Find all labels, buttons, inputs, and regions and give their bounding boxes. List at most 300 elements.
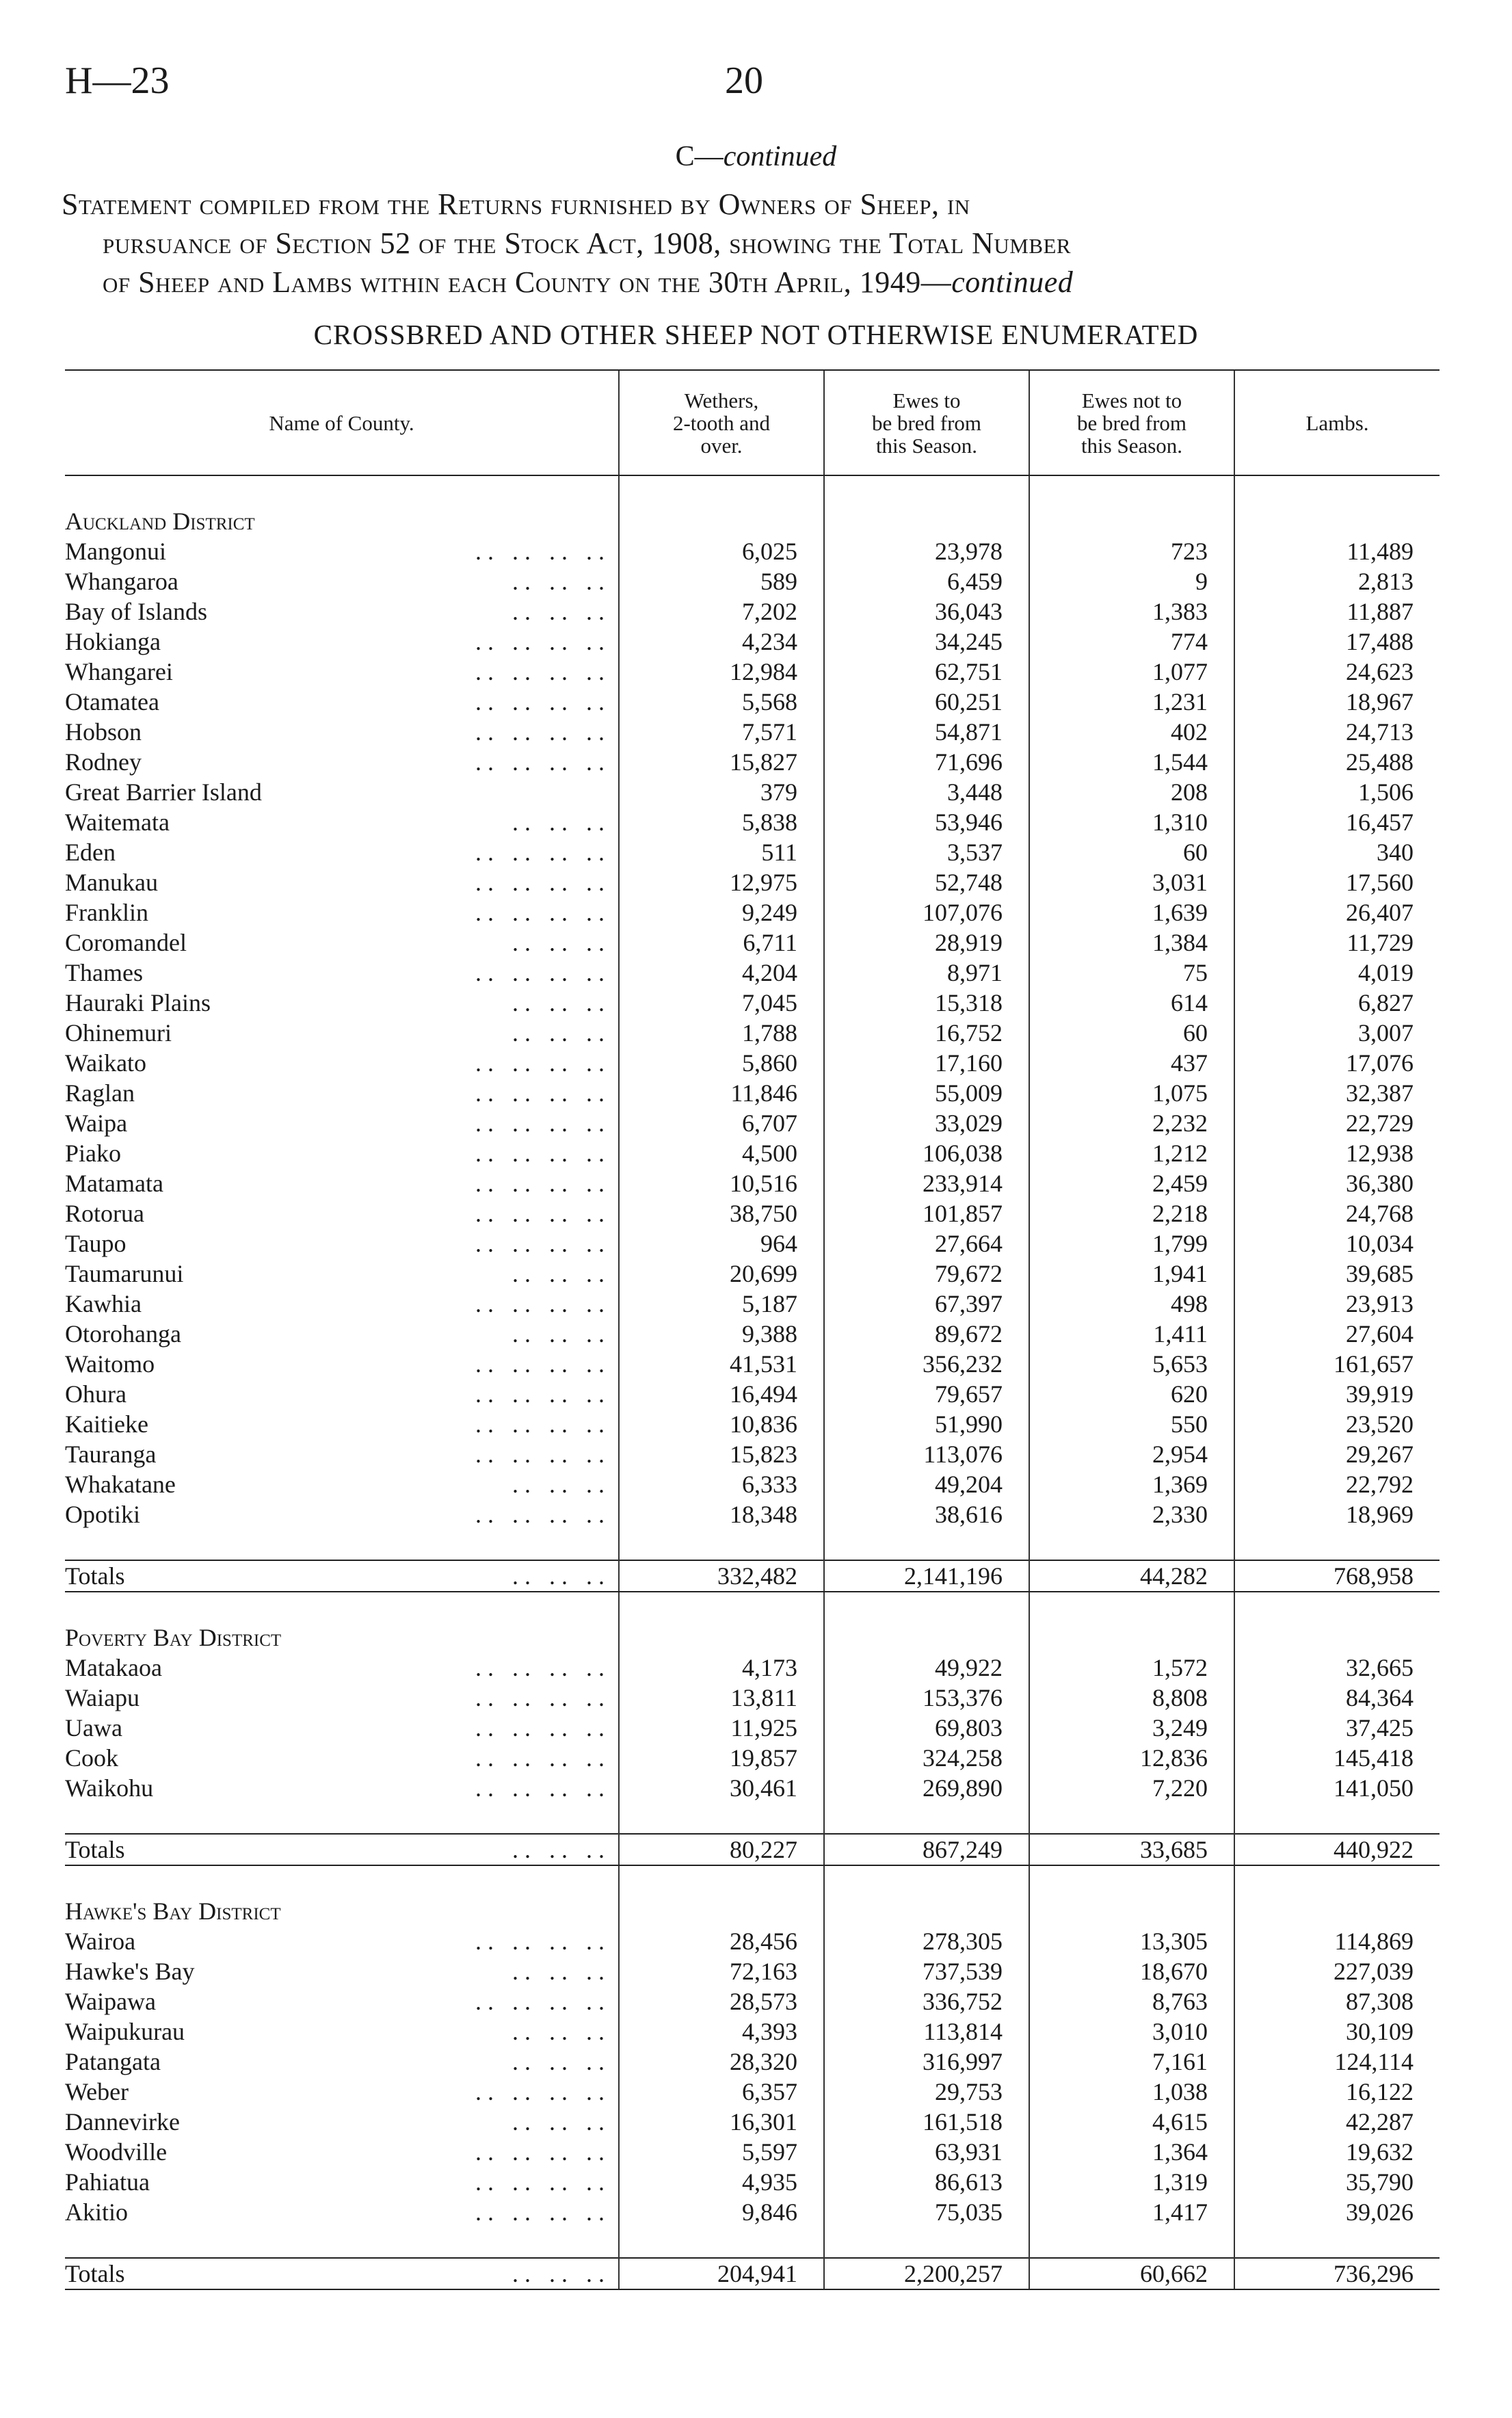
ewes-not-bred-cell: 5,653 <box>1029 1349 1234 1379</box>
leader-dots: . . . . . . <box>512 1260 605 1287</box>
ewes-bred-cell: 3,448 <box>824 777 1029 807</box>
spacer-cell <box>619 1803 824 1834</box>
ewes-bred-cell: 62,751 <box>824 657 1029 687</box>
table-row <box>65 1469 1440 1499</box>
totals-label <box>65 1560 619 1592</box>
leader-dots: . . . . . . . . <box>475 1410 605 1438</box>
lambs-cell: 22,729 <box>1234 1108 1440 1138</box>
wethers-cell: 16,494 <box>619 1379 824 1409</box>
county-name <box>65 1108 619 1138</box>
lambs-cell: 26,407 <box>1234 897 1440 928</box>
lambs-cell: 42,287 <box>1234 2107 1440 2137</box>
lambs-cell: 16,457 <box>1234 807 1440 837</box>
page-number: 20 <box>725 60 763 102</box>
lambs-cell: 87,308 <box>1234 1986 1440 2016</box>
ewes-bred-cell: 38,616 <box>824 1499 1029 1529</box>
county-name <box>65 837 619 867</box>
table-row <box>65 928 1440 958</box>
spacer-cell <box>619 475 824 506</box>
county-name-text: Tauranga <box>65 1441 157 1468</box>
leader-dots: . . . . . . . . <box>475 1714 605 1742</box>
county-name <box>65 1956 619 1986</box>
spacer-cell <box>1234 1803 1440 1834</box>
county-name-text: Opotiki <box>65 1501 141 1528</box>
ewes-bred-cell: 356,232 <box>824 1349 1029 1379</box>
lambs-cell: 25,488 <box>1234 747 1440 777</box>
county-name-text: Rodney <box>65 748 142 776</box>
spacer-row <box>65 1592 1440 1622</box>
table-row <box>65 1743 1440 1773</box>
column-header-ewes-not-bred-line: Ewes not to <box>1081 388 1182 412</box>
empty-cell <box>1234 1896 1440 1926</box>
ewes-bred-cell: 106,038 <box>824 1138 1029 1168</box>
table-row <box>65 1349 1440 1379</box>
spacer-cell <box>65 1592 619 1622</box>
ewes-not-bred-cell: 3,249 <box>1029 1713 1234 1743</box>
table-row <box>65 2137 1440 2167</box>
ewes-bred-cell: 89,672 <box>824 1319 1029 1349</box>
wethers-cell: 19,857 <box>619 1743 824 1773</box>
wethers-cell: 11,846 <box>619 1078 824 1108</box>
table-row <box>65 2016 1440 2047</box>
county-name <box>65 958 619 988</box>
ewes-not-bred-cell: 774 <box>1029 627 1234 657</box>
spacer-cell <box>619 1529 824 1560</box>
district-name: Auckland District <box>65 508 255 535</box>
ewes-bred-cell: 113,076 <box>824 1439 1029 1469</box>
totals-label-text: Totals <box>65 2260 125 2287</box>
leader-dots: . . . . . . <box>512 1836 605 1863</box>
wethers-cell: 6,707 <box>619 1108 824 1138</box>
wethers-cell: 15,823 <box>619 1439 824 1469</box>
empty-cell <box>1029 506 1234 536</box>
county-name-text: Hawke's Bay <box>65 1958 195 1985</box>
ewes-not-bred-cell: 9 <box>1029 566 1234 596</box>
leader-dots: . . . . . . . . <box>475 1170 605 1197</box>
county-name-text: Ohinemuri <box>65 1019 172 1047</box>
lambs-cell: 3,007 <box>1234 1018 1440 1048</box>
ewes-bred-cell: 737,539 <box>824 1956 1029 1986</box>
county-name <box>65 1499 619 1529</box>
leader-dots: . . . . . . . . <box>475 899 605 926</box>
leader-dots: . . . . . . <box>512 1320 605 1348</box>
leader-dots: . . . . . . <box>512 929 605 956</box>
table-body <box>65 475 1440 2289</box>
table-row <box>65 1108 1440 1138</box>
lambs-cell: 27,604 <box>1234 1319 1440 1349</box>
table-row <box>65 1683 1440 1713</box>
sheep-table <box>65 369 1440 2290</box>
total-lambs-cell: 768,958 <box>1234 1560 1440 1592</box>
county-name <box>65 988 619 1018</box>
ewes-bred-cell: 107,076 <box>824 897 1029 928</box>
table-row <box>65 1319 1440 1349</box>
county-name-text: Eden <box>65 839 116 866</box>
ewes-not-bred-cell: 2,954 <box>1029 1439 1234 1469</box>
ewes-bred-cell: 23,978 <box>824 536 1029 566</box>
table-row <box>65 596 1440 627</box>
table-row <box>65 1198 1440 1228</box>
table-row <box>65 536 1440 566</box>
table-subtitle: CROSSBRED AND OTHER SHEEP NOT OTHERWISE ENUMERATED <box>313 319 1199 350</box>
total-ewes-bred-cell: 867,249 <box>824 1834 1029 1865</box>
county-name <box>65 1138 619 1168</box>
wethers-cell: 9,388 <box>619 1319 824 1349</box>
county-name-text: Woodville <box>65 2138 168 2166</box>
spacer-cell <box>824 475 1029 506</box>
wethers-cell: 5,597 <box>619 2137 824 2167</box>
leader-dots: . . . . . . . . <box>475 658 605 685</box>
county-name <box>65 627 619 657</box>
ewes-not-bred-cell: 13,305 <box>1029 1926 1234 1956</box>
ewes-bred-cell: 233,914 <box>824 1168 1029 1198</box>
county-name <box>65 2137 619 2167</box>
ewes-not-bred-cell: 1,319 <box>1029 2167 1234 2197</box>
ewes-bred-cell: 86,613 <box>824 2167 1029 2197</box>
district-heading-row <box>65 1622 1440 1653</box>
spacer-row <box>65 475 1440 506</box>
table-row <box>65 566 1440 596</box>
county-name <box>65 536 619 566</box>
ewes-not-bred-cell: 402 <box>1029 717 1234 747</box>
county-name <box>65 2197 619 2227</box>
spacer-cell <box>65 1529 619 1560</box>
leader-dots: . . . . . . <box>512 2260 605 2287</box>
county-name-text: Wairoa <box>65 1928 136 1955</box>
ewes-not-bred-cell: 8,808 <box>1029 1683 1234 1713</box>
county-name-text: Kawhia <box>65 1290 142 1317</box>
county-name <box>65 1349 619 1379</box>
table-row <box>65 1713 1440 1743</box>
wethers-cell: 964 <box>619 1228 824 1259</box>
district-heading-row <box>65 506 1440 536</box>
ewes-not-bred-cell: 60 <box>1029 1018 1234 1048</box>
county-name <box>65 1653 619 1683</box>
wethers-cell: 4,500 <box>619 1138 824 1168</box>
column-header-ewes-bred-line: be bred from <box>871 410 982 435</box>
spacer-cell <box>1234 1529 1440 1560</box>
county-name-text: Akitio <box>65 2198 129 2226</box>
lambs-cell: 4,019 <box>1234 958 1440 988</box>
ewes-not-bred-cell: 1,544 <box>1029 747 1234 777</box>
wethers-cell: 41,531 <box>619 1349 824 1379</box>
spacer-cell <box>619 1865 824 1896</box>
wethers-cell: 5,838 <box>619 807 824 837</box>
column-header-ewes-not-bred <box>1029 370 1234 475</box>
leader-dots: . . . . . . . . <box>475 1774 605 1802</box>
spacer-cell <box>1234 1592 1440 1622</box>
wethers-cell: 12,975 <box>619 867 824 897</box>
totals-row <box>65 1834 1440 1865</box>
ewes-bred-cell: 63,931 <box>824 2137 1029 2167</box>
wethers-cell: 511 <box>619 837 824 867</box>
ewes-bred-cell: 79,657 <box>824 1379 1029 1409</box>
table-row <box>65 1138 1440 1168</box>
total-ewes-bred-cell: 2,200,257 <box>824 2258 1029 2289</box>
wethers-cell: 18,348 <box>619 1499 824 1529</box>
leader-dots: . . . . . . . . <box>475 1230 605 1257</box>
ewes-bred-cell: 79,672 <box>824 1259 1029 1289</box>
ewes-not-bred-cell: 2,232 <box>1029 1108 1234 1138</box>
wethers-cell: 28,456 <box>619 1926 824 1956</box>
wethers-cell: 10,516 <box>619 1168 824 1198</box>
table-row <box>65 1379 1440 1409</box>
ewes-bred-cell: 67,397 <box>824 1289 1029 1319</box>
county-name <box>65 1228 619 1259</box>
leader-dots: . . . . . . . . <box>475 1744 605 1772</box>
county-name-text: Waipukurau <box>65 2018 185 2045</box>
county-name-text: Taupo <box>65 1230 127 1257</box>
ewes-bred-cell: 153,376 <box>824 1683 1029 1713</box>
wethers-cell: 6,711 <box>619 928 824 958</box>
county-name-text: Patangata <box>65 2048 161 2075</box>
ewes-bred-cell: 101,857 <box>824 1198 1029 1228</box>
table-row <box>65 867 1440 897</box>
spacer-cell <box>1029 1865 1234 1896</box>
leader-dots: . . . . . . <box>512 598 605 625</box>
ewes-bred-cell: 71,696 <box>824 747 1029 777</box>
lambs-cell: 35,790 <box>1234 2167 1440 2197</box>
lambs-cell: 340 <box>1234 837 1440 867</box>
ewes-bred-cell: 336,752 <box>824 1986 1029 2016</box>
county-name <box>65 1379 619 1409</box>
lambs-cell: 23,520 <box>1234 1409 1440 1439</box>
ewes-not-bred-cell: 7,161 <box>1029 2047 1234 2077</box>
ewes-not-bred-cell: 2,218 <box>1029 1198 1234 1228</box>
spacer-cell <box>65 475 619 506</box>
spacer-row <box>65 2227 1440 2258</box>
leader-dots: . . . . . . . . <box>475 718 605 746</box>
spacer-cell <box>65 2227 619 2258</box>
empty-cell <box>1234 506 1440 536</box>
county-name-text: Otorohanga <box>65 1320 181 1348</box>
lambs-cell: 227,039 <box>1234 1956 1440 1986</box>
table-row <box>65 1409 1440 1439</box>
county-name-text: Great Barrier Island <box>65 778 262 806</box>
leader-dots: . . . . . . <box>512 2048 605 2075</box>
spacer-cell <box>824 1865 1029 1896</box>
total-lambs-cell: 736,296 <box>1234 2258 1440 2289</box>
ewes-bred-cell: 3,537 <box>824 837 1029 867</box>
ewes-bred-cell: 54,871 <box>824 717 1029 747</box>
county-name <box>65 566 619 596</box>
statement-line-3-italic: continued <box>951 265 1074 299</box>
ewes-bred-cell: 34,245 <box>824 627 1029 657</box>
total-ewes-not-bred-cell: 33,685 <box>1029 1834 1234 1865</box>
ewes-not-bred-cell: 18,670 <box>1029 1956 1234 1986</box>
county-name-text: Weber <box>65 2078 129 2105</box>
leader-dots: . . . . . . . . <box>475 1988 605 2015</box>
table-row <box>65 2167 1440 2197</box>
continued-suffix: continued <box>723 141 837 172</box>
ewes-not-bred-cell: 437 <box>1029 1048 1234 1078</box>
county-name <box>65 596 619 627</box>
spacer-cell <box>1029 1592 1234 1622</box>
lambs-cell: 2,813 <box>1234 566 1440 596</box>
spacer-cell <box>1029 1529 1234 1560</box>
column-header-wethers-line: over. <box>700 433 743 458</box>
column-header-ewes-bred <box>824 370 1029 475</box>
ewes-bred-cell: 49,204 <box>824 1469 1029 1499</box>
wethers-cell: 13,811 <box>619 1683 824 1713</box>
wethers-cell: 28,573 <box>619 1986 824 2016</box>
lambs-cell: 84,364 <box>1234 1683 1440 1713</box>
county-name <box>65 1078 619 1108</box>
table-row <box>65 1018 1440 1048</box>
lambs-cell: 11,729 <box>1234 928 1440 958</box>
total-ewes-not-bred-cell: 44,282 <box>1029 1560 1234 1592</box>
county-name <box>65 1683 619 1713</box>
leader-dots: . . . . . . . . <box>475 1350 605 1378</box>
county-name-text: Kaitieke <box>65 1410 148 1438</box>
leader-dots: . . . . . . . . <box>475 1079 605 1107</box>
column-header-ewes-not-bred-line: be bred from <box>1076 410 1187 435</box>
wethers-cell: 6,333 <box>619 1469 824 1499</box>
county-name <box>65 747 619 777</box>
ewes-bred-cell: 29,753 <box>824 2077 1029 2107</box>
ewes-bred-cell: 113,814 <box>824 2016 1029 2047</box>
spacer-cell <box>824 1592 1029 1622</box>
wethers-cell: 11,925 <box>619 1713 824 1743</box>
county-name <box>65 717 619 747</box>
ewes-not-bred-cell: 1,639 <box>1029 897 1234 928</box>
ewes-not-bred-cell: 1,364 <box>1029 2137 1234 2167</box>
table-row <box>65 2197 1440 2227</box>
county-name-text: Coromandel <box>65 929 187 956</box>
lambs-cell: 37,425 <box>1234 1713 1440 1743</box>
county-name-text: Taumarunui <box>65 1260 184 1287</box>
county-name <box>65 2167 619 2197</box>
county-name-text: Ohura <box>65 1380 127 1408</box>
table-row <box>65 1228 1440 1259</box>
leader-dots: . . . . . . . . <box>475 2138 605 2166</box>
ewes-not-bred-cell: 3,031 <box>1029 867 1234 897</box>
leader-dots: . . . . . . . . <box>475 748 605 776</box>
continued-prefix: C— <box>675 141 724 172</box>
lambs-cell: 18,969 <box>1234 1499 1440 1529</box>
spacer-cell <box>1029 2227 1234 2258</box>
county-name <box>65 928 619 958</box>
leader-dots: . . . . . . <box>512 1958 605 1985</box>
county-name-text: Whangaroa <box>65 568 178 595</box>
statement-line-1: Statement compiled from the Returns furnished by Owners of Sheep, in <box>62 187 970 221</box>
ewes-bred-cell: 33,029 <box>824 1108 1029 1138</box>
wethers-cell: 10,836 <box>619 1409 824 1439</box>
ewes-bred-cell: 324,258 <box>824 1743 1029 1773</box>
column-header-lambs: Lambs. <box>1234 370 1440 475</box>
county-name-text: Hokianga <box>65 628 161 655</box>
ewes-not-bred-cell: 12,836 <box>1029 1743 1234 1773</box>
lambs-cell: 22,792 <box>1234 1469 1440 1499</box>
wethers-cell: 9,846 <box>619 2197 824 2227</box>
wethers-cell: 6,357 <box>619 2077 824 2107</box>
leader-dots: . . . . . . . . <box>475 2198 605 2226</box>
county-name <box>65 1926 619 1956</box>
ewes-not-bred-cell: 1,941 <box>1029 1259 1234 1289</box>
ewes-not-bred-cell: 8,763 <box>1029 1986 1234 2016</box>
ewes-not-bred-cell: 3,010 <box>1029 2016 1234 2047</box>
leader-dots: . . . . . . . . <box>475 1501 605 1528</box>
ewes-not-bred-cell: 7,220 <box>1029 1773 1234 1803</box>
spacer-cell <box>619 1592 824 1622</box>
ewes-bred-cell: 51,990 <box>824 1409 1029 1439</box>
county-name-text: Matakaoa <box>65 1654 162 1681</box>
lambs-cell: 17,488 <box>1234 627 1440 657</box>
table-row <box>65 2107 1440 2137</box>
spacer-cell <box>1029 475 1234 506</box>
table-row <box>65 1439 1440 1469</box>
lambs-cell: 18,967 <box>1234 687 1440 717</box>
ewes-not-bred-cell: 1,383 <box>1029 596 1234 627</box>
leader-dots: . . . . . . <box>512 1562 605 1590</box>
ewes-bred-cell: 8,971 <box>824 958 1029 988</box>
empty-cell <box>619 506 824 536</box>
ewes-bred-cell: 28,919 <box>824 928 1029 958</box>
wethers-cell: 7,045 <box>619 988 824 1018</box>
leader-dots: . . . . . . <box>512 2108 605 2136</box>
ewes-not-bred-cell: 4,615 <box>1029 2107 1234 2137</box>
column-header-wethers-line: Wethers, <box>684 388 759 412</box>
wethers-cell: 9,249 <box>619 897 824 928</box>
county-name-text: Waiapu <box>65 1684 140 1711</box>
empty-cell <box>619 1896 824 1926</box>
county-name <box>65 897 619 928</box>
lambs-cell: 6,827 <box>1234 988 1440 1018</box>
wethers-cell: 72,163 <box>619 1956 824 1986</box>
lambs-cell: 39,919 <box>1234 1379 1440 1409</box>
spacer-cell <box>824 2227 1029 2258</box>
ewes-not-bred-cell: 723 <box>1029 536 1234 566</box>
ewes-bred-cell: 69,803 <box>824 1713 1029 1743</box>
county-name <box>65 867 619 897</box>
county-name <box>65 2107 619 2137</box>
empty-cell <box>824 506 1029 536</box>
ewes-not-bred-cell: 2,459 <box>1029 1168 1234 1198</box>
ewes-bred-cell: 15,318 <box>824 988 1029 1018</box>
table-row <box>65 1773 1440 1803</box>
county-name <box>65 1773 619 1803</box>
document-code: H—23 <box>65 60 170 102</box>
ewes-not-bred-cell: 1,572 <box>1029 1653 1234 1683</box>
county-name <box>65 1289 619 1319</box>
table-row <box>65 807 1440 837</box>
lambs-cell: 12,938 <box>1234 1138 1440 1168</box>
empty-cell <box>824 1896 1029 1926</box>
county-name <box>65 1198 619 1228</box>
wethers-cell: 12,984 <box>619 657 824 687</box>
table-row <box>65 717 1440 747</box>
county-name <box>65 1048 619 1078</box>
ewes-not-bred-cell: 498 <box>1029 1289 1234 1319</box>
ewes-not-bred-cell: 1,038 <box>1029 2077 1234 2107</box>
leader-dots: . . . . . . <box>512 2018 605 2045</box>
spacer-cell <box>1234 1865 1440 1896</box>
spacer-cell <box>1234 475 1440 506</box>
table-row <box>65 1499 1440 1529</box>
county-name-text: Otamatea <box>65 688 159 715</box>
county-name-text: Dannevirke <box>65 2108 180 2136</box>
leader-dots: . . . . . . . . <box>475 688 605 715</box>
ewes-bred-cell: 16,752 <box>824 1018 1029 1048</box>
ewes-not-bred-cell: 75 <box>1029 958 1234 988</box>
leader-dots: . . . . . . . . <box>475 1654 605 1681</box>
ewes-not-bred-cell: 60 <box>1029 837 1234 867</box>
county-name-text: Waikohu <box>65 1774 154 1802</box>
wethers-cell: 28,320 <box>619 2047 824 2077</box>
district-heading-row <box>65 1896 1440 1926</box>
county-name-text: Whangarei <box>65 658 173 685</box>
leader-dots: . . . . . . . . <box>475 2168 605 2196</box>
